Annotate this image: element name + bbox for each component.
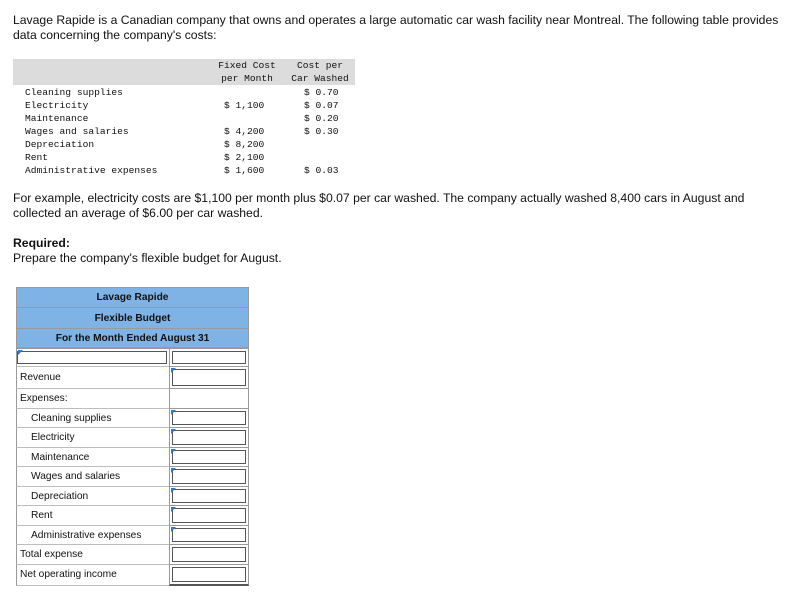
cleaning-value-cell[interactable] bbox=[169, 409, 249, 429]
total-expense-input[interactable] bbox=[172, 547, 246, 562]
cost-fixed: $ 2,100 bbox=[224, 152, 265, 163]
budget-row-maintenance bbox=[16, 448, 249, 468]
budget-row-admin bbox=[16, 526, 249, 546]
cost-variable: $ 0.03 bbox=[304, 165, 339, 176]
budget-row-wages bbox=[16, 467, 249, 487]
cost-fixed: $ 4,200 bbox=[224, 126, 265, 137]
input-marker-icon bbox=[171, 468, 176, 473]
budget-row-revenue bbox=[16, 367, 249, 389]
actual-volume-label-input[interactable] bbox=[17, 351, 167, 364]
cost-row bbox=[13, 151, 355, 164]
depreciation-value-cell[interactable] bbox=[169, 487, 249, 507]
cost-variable: $ 0.07 bbox=[304, 100, 339, 111]
header-var-line1: Cost per bbox=[296, 60, 344, 71]
intro-paragraph: Lavage Rapide is a Canadian company that owns and operates a large automatic car wash facility near Montreal. The following table provides data concerning the company's costs: bbox=[13, 13, 779, 42]
cost-data-table bbox=[13, 59, 355, 177]
cost-row bbox=[13, 125, 355, 138]
rent-input[interactable] bbox=[172, 508, 246, 523]
cost-variable: $ 0.20 bbox=[304, 113, 339, 124]
wages-input[interactable] bbox=[172, 469, 246, 484]
rent-value-cell[interactable] bbox=[169, 506, 249, 526]
budget-row-expenses bbox=[16, 389, 249, 409]
budget-row-total bbox=[16, 545, 249, 565]
budget-company-name: Lavage Rapide bbox=[16, 287, 249, 307]
expenses-value-cell bbox=[169, 389, 249, 409]
net-income-label: Net operating income bbox=[16, 565, 169, 586]
cost-row bbox=[13, 112, 355, 125]
cost-name: Electricity bbox=[25, 100, 89, 111]
header-fixed-line2: per Month bbox=[221, 73, 273, 84]
cost-fixed: $ 8,200 bbox=[224, 139, 265, 150]
actual-volume-value-cell[interactable] bbox=[169, 348, 249, 367]
cost-table-header bbox=[13, 59, 355, 85]
required-heading: Required: bbox=[13, 236, 70, 250]
total-expense-value-cell[interactable] bbox=[169, 545, 249, 565]
input-marker-icon bbox=[171, 429, 176, 434]
input-marker-icon bbox=[171, 507, 176, 512]
budget-row-rent bbox=[16, 506, 249, 526]
input-marker-icon bbox=[18, 350, 23, 355]
expenses-label: Expenses: bbox=[16, 389, 169, 409]
cost-name: Wages and salaries bbox=[25, 126, 129, 137]
depreciation-input[interactable] bbox=[172, 489, 246, 504]
maintenance-label: Maintenance bbox=[16, 448, 169, 468]
admin-input[interactable] bbox=[172, 528, 246, 543]
budget-header-input-row bbox=[16, 348, 249, 367]
cost-name: Maintenance bbox=[25, 113, 89, 124]
cost-variable: $ 0.30 bbox=[304, 126, 339, 137]
flexible-budget-worksheet bbox=[16, 287, 249, 586]
revenue-value-cell[interactable] bbox=[169, 367, 249, 389]
budget-title: Flexible Budget bbox=[16, 307, 249, 328]
cleaning-label: Cleaning supplies bbox=[16, 409, 169, 429]
cost-fixed: $ 1,600 bbox=[224, 165, 265, 176]
revenue-label: Revenue bbox=[16, 367, 169, 389]
budget-row-cleaning bbox=[16, 409, 249, 429]
depreciation-label: Depreciation bbox=[16, 487, 169, 507]
cost-variable: $ 0.70 bbox=[304, 87, 339, 98]
cost-name: Depreciation bbox=[25, 139, 95, 150]
budget-row-electricity bbox=[16, 428, 249, 448]
header-fixed-line1: Fixed Cost bbox=[218, 60, 276, 71]
required-text: Prepare the company's flexible budget for August. bbox=[13, 251, 282, 265]
cost-name: Rent bbox=[25, 152, 49, 163]
electricity-input[interactable] bbox=[172, 430, 246, 445]
rent-label: Rent bbox=[16, 506, 169, 526]
budget-row-depreciation bbox=[16, 487, 249, 507]
cost-row bbox=[13, 164, 355, 177]
input-marker-icon bbox=[171, 410, 176, 415]
electricity-label: Electricity bbox=[16, 428, 169, 448]
total-expense-label: Total expense bbox=[16, 545, 169, 565]
cost-name: Cleaning supplies bbox=[25, 87, 123, 98]
wages-value-cell[interactable] bbox=[169, 467, 249, 487]
actual-volume-label-cell[interactable] bbox=[16, 348, 169, 367]
cleaning-input[interactable] bbox=[172, 411, 246, 426]
cost-row bbox=[13, 138, 355, 151]
maintenance-input[interactable] bbox=[172, 450, 246, 465]
admin-label: Administrative expenses bbox=[16, 526, 169, 546]
wages-label: Wages and salaries bbox=[16, 467, 169, 487]
input-marker-icon bbox=[171, 488, 176, 493]
cost-fixed: $ 1,100 bbox=[224, 100, 265, 111]
input-marker-icon bbox=[171, 527, 176, 532]
revenue-input[interactable] bbox=[172, 369, 246, 386]
net-income-input[interactable] bbox=[172, 567, 246, 582]
input-marker-icon bbox=[171, 368, 176, 373]
actual-volume-value-input[interactable] bbox=[172, 351, 246, 364]
maintenance-value-cell[interactable] bbox=[169, 448, 249, 468]
cost-row bbox=[13, 86, 355, 99]
net-income-value-cell[interactable] bbox=[169, 565, 249, 586]
budget-row-net bbox=[16, 565, 249, 586]
cost-name: Administrative expenses bbox=[25, 165, 158, 176]
electricity-value-cell[interactable] bbox=[169, 428, 249, 448]
example-paragraph: For example, electricity costs are $1,100 per month plus $0.07 per car washed. The company actually washed 8,400 cars in August and collected an average of $6.00 per car washed. bbox=[13, 191, 745, 220]
input-marker-icon bbox=[171, 449, 176, 454]
cost-row bbox=[13, 99, 355, 112]
admin-value-cell[interactable] bbox=[169, 526, 249, 546]
header-var-line2: Car Washed bbox=[291, 73, 349, 84]
budget-period: For the Month Ended August 31 bbox=[16, 328, 249, 348]
